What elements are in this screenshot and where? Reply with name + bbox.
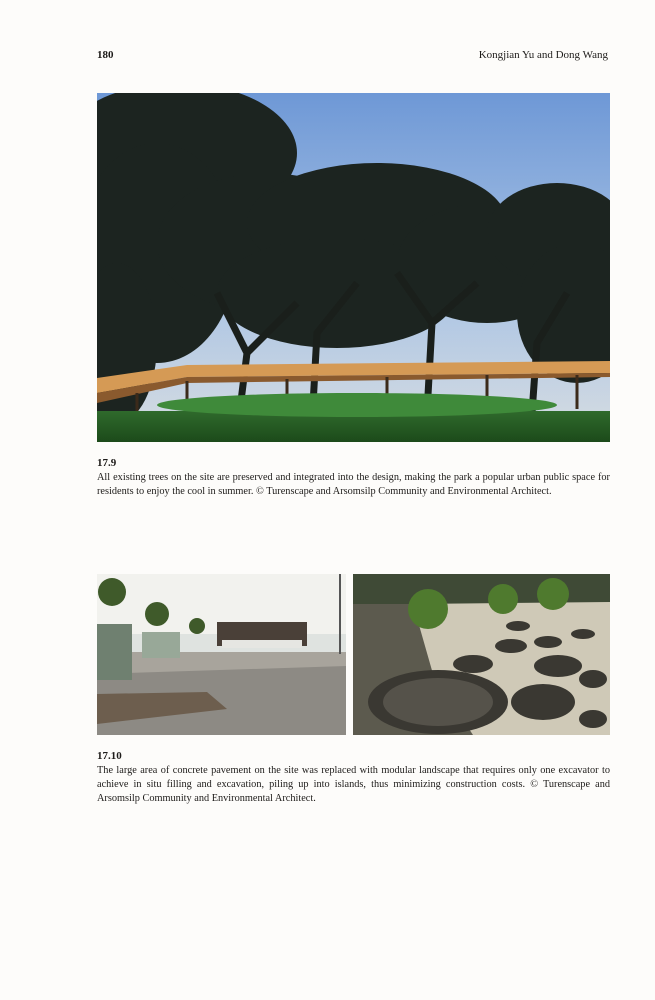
page-number: 180 <box>97 49 114 61</box>
figure-caption-17-10: The large area of concrete pavement on the site was replaced with modular landscape that requires only one excavator to achieve in situ filling and excavation, piling up into islands, thus minimizing construction costs. © Turenscape and Arsomsilp Community and Environmental Architect. <box>97 765 610 804</box>
photo-trees-dusk <box>97 93 610 442</box>
photo-concrete-pavement <box>97 574 346 735</box>
figure-number-17-10: 17.10 <box>97 750 122 762</box>
photo-landscape-islands <box>353 574 610 735</box>
running-head: Kongjian Yu and Dong Wang <box>478 49 608 61</box>
figure-caption-17-9: All existing trees on the site are preserved and integrated into the design, making the park a popular urban public space for residents to enjoy the cool in summer. © Turenscape and Arsomsilp Community and Environmental Architect. <box>97 472 610 497</box>
figure-number-17-9: 17.9 <box>97 457 117 469</box>
